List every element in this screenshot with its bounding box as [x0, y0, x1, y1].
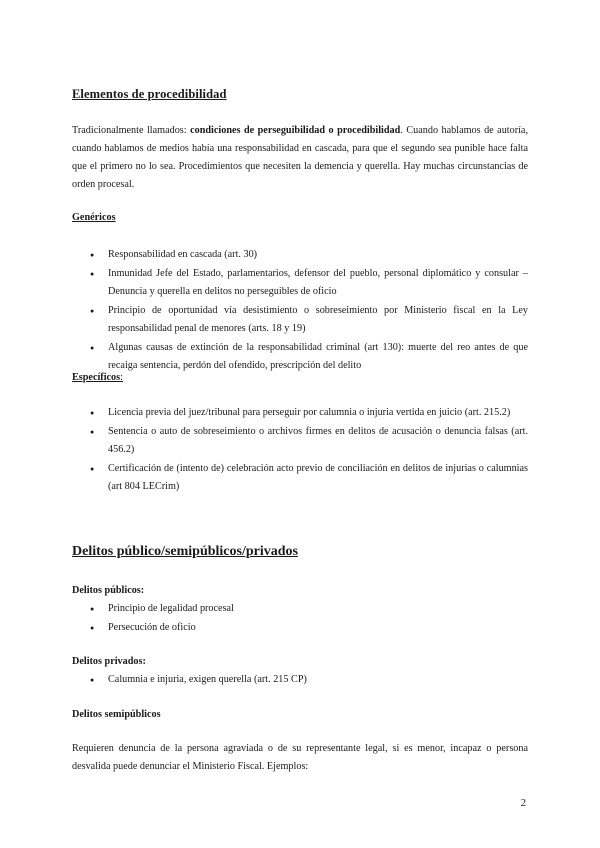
intro-paragraph	[72, 122, 528, 194]
list-item: ● Sentencia o auto de sobreseimiento o archivos firmes en delitos de acusación o denuncia falsas (art. 456.2)	[72, 423, 528, 459]
list-item: ● Principio de oportunidad vía desistimiento o sobreseimiento por Ministerio fiscal en la Ley responsabilidad penal de menores (arts. 18 y 19)	[72, 302, 528, 338]
page-number: 2	[520, 798, 526, 809]
publicos-list	[72, 600, 528, 638]
list-item: ● Calumnia e injuria, exigen querella (art. 215 CP)	[72, 671, 528, 689]
subheading-delitos-publicos: Delitos públicos:	[72, 585, 145, 596]
section-title-procedibilidad: Elementos de procedibilidad	[72, 87, 227, 101]
especificos-list	[72, 404, 528, 497]
list-item: ● Responsabilidad en cascada (art. 30)	[72, 246, 528, 264]
list-item: ● Licencia previa del juez/tribunal para perseguir por calumnia o injuria vertida en juicio (art. 215.2)	[72, 404, 528, 422]
privados-list	[72, 671, 528, 690]
intro-prefix: Tradicionalmente llamados:	[72, 125, 191, 136]
section-title-delitos: Delitos público/semipúblicos/privados	[72, 544, 298, 559]
semipublicos-paragraph: Requieren denuncia de la persona agraviada o de su representante legal, si es menor, incapaz o persona desvalida puede denunciar el Ministerio Fiscal. Ejemplos:	[72, 743, 528, 772]
especificos-label: Específicos	[72, 372, 121, 383]
intro-bold-term: condiciones de perseguibilidad o procedibilidad	[190, 125, 401, 136]
intro-suffix: . Cuando hablamos de autoría, cuando hablamos de medios había una responsabilidad en cascada, para que el segundo sea punible hace falta que el primero no lo sea. Procedimientos que necesiten la demencia y querella. Hay muchas circunstancias de orden procesal.	[72, 125, 529, 190]
subheading-genericos: Genéricos	[72, 212, 116, 223]
subheading-delitos-privados: Delitos privados:	[72, 656, 146, 667]
list-item: ● Principio de legalidad procesal	[72, 600, 528, 618]
genericos-list	[72, 246, 528, 376]
list-item: ● Algunas causas de extinción de la responsabilidad criminal (art 130): muerte del reo antes de que recaiga sentencia, perdón del ofendido, prescripción del delito	[72, 339, 528, 375]
especificos-colon: :	[120, 372, 123, 383]
subheading-especificos	[72, 372, 123, 383]
list-item: ● Inmunidad Jefe del Estado, parlamentarios, defensor del pueblo, personal diplomático y consular – Denuncia y querella en delitos no perseguibles de oficio	[72, 265, 528, 301]
subheading-delitos-semipublicos: Delitos semipúblicos	[72, 709, 161, 720]
list-item: ● Persecución de oficio	[72, 619, 528, 637]
list-item: ● Certificación de (intento de) celebración acto previo de conciliación en delitos de injurias o calumnias (art 804 LECrim)	[72, 460, 528, 496]
